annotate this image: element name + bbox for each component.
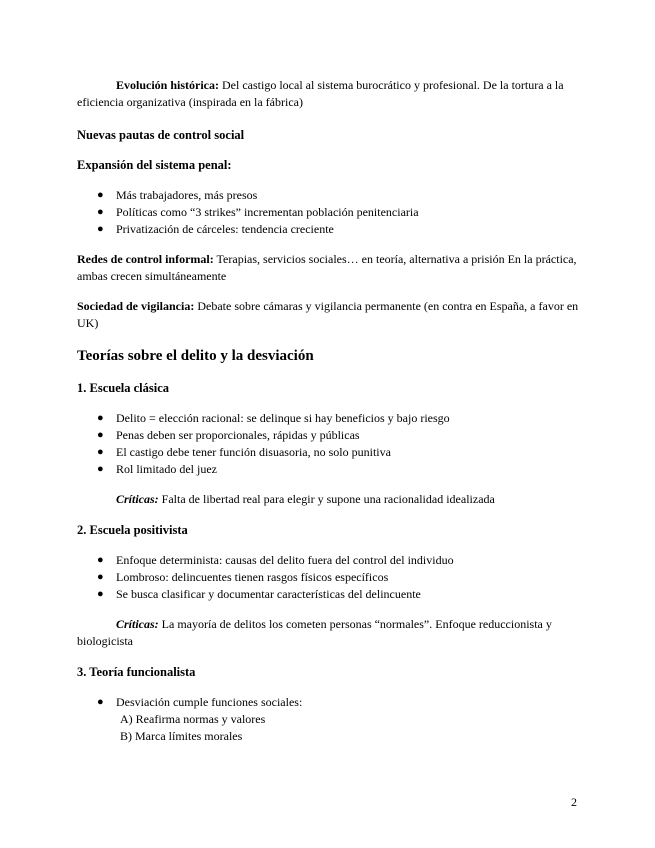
bullet-icon: ● bbox=[97, 206, 104, 218]
redes-label: Redes de control informal: bbox=[77, 252, 214, 266]
list-item: ● Penas deben ser proporcionales, rápidas y públicas bbox=[97, 428, 360, 442]
vigilancia-text: Debate sobre cámaras y vigilancia permanente (en contra en España, a favor en UK) bbox=[77, 299, 579, 330]
list-item: ● Lombroso: delincuentes tienen rasgos físicos específicos bbox=[97, 570, 389, 584]
sub-item-a: A) Reafirma normas y valores bbox=[120, 712, 266, 726]
bullet-icon: ● bbox=[97, 446, 104, 458]
list-item: ● El castigo debe tener función disuasoria, no solo punitiva bbox=[97, 445, 391, 459]
list-item: ● Desviación cumple funciones sociales: A) Reafirma normas y valores B) Marca límites morales bbox=[77, 694, 582, 745]
list-item: ● Más trabajadores, más presos bbox=[97, 188, 258, 202]
heading-escuela-positivista: 2. Escuela positivista bbox=[77, 523, 188, 537]
list-item: ● Rol limitado del juez bbox=[97, 462, 217, 476]
sub-item-b: B) Marca límites morales bbox=[120, 729, 243, 743]
bullet-icon: ● bbox=[97, 588, 104, 600]
bullet-icon: ● bbox=[97, 571, 104, 583]
critica-clasica-label: Críticas: bbox=[116, 492, 159, 506]
bullet-icon: ● bbox=[97, 412, 104, 424]
clasica-list bbox=[77, 410, 582, 478]
funcionalista-list bbox=[77, 694, 582, 745]
paragraph-redes-control bbox=[77, 251, 582, 285]
vigilancia-label: Sociedad de vigilancia: bbox=[77, 299, 195, 313]
bullet-icon: ● bbox=[97, 223, 104, 235]
bullet-icon: ● bbox=[97, 189, 104, 201]
page-number: 2 bbox=[571, 795, 577, 809]
evolucion-label: Evolución histórica: bbox=[116, 78, 220, 92]
bullet-icon: ● bbox=[97, 554, 104, 566]
list-item: ● Delito = elección racional: se delinque si hay beneficios y bajo riesgo bbox=[97, 411, 450, 425]
section-title-teorias: Teorías sobre el delito y la desviación bbox=[77, 348, 314, 364]
critica-clasica-text: Falta de libertad real para elegir y supone una racionalidad idealizada bbox=[158, 492, 495, 506]
redes-text: Terapias, servicios sociales… en teoría, alternativa a prisión En la práctica, ambas crecen simultáneamente bbox=[77, 252, 577, 283]
paragraph-evolucion-historica bbox=[77, 77, 582, 111]
heading-nuevas-pautas: Nuevas pautas de control social bbox=[77, 128, 245, 142]
critica-clasica bbox=[77, 491, 582, 508]
heading-escuela-clasica: 1. Escuela clásica bbox=[77, 381, 170, 395]
heading-expansion: Expansión del sistema penal: bbox=[77, 158, 232, 172]
critica-positivista-label: Críticas: bbox=[116, 617, 159, 631]
bullet-icon: ● bbox=[97, 463, 104, 475]
positivista-list bbox=[77, 552, 582, 603]
list-item: ● Se busca clasificar y documentar características del delincuente bbox=[97, 587, 421, 601]
list-item: ● Enfoque determinista: causas del delito fuera del control del individuo bbox=[97, 553, 454, 567]
evolucion-text: Del castigo local al sistema burocrático y profesional. De la tortura a la eficiencia organizativa (inspirada en la fábrica) bbox=[77, 78, 564, 109]
bullet-icon: ● bbox=[97, 429, 104, 441]
expansion-list bbox=[77, 187, 582, 238]
list-item: ● Privatización de cárceles: tendencia creciente bbox=[97, 222, 334, 236]
critica-positivista-text: La mayoría de delitos los cometen personas “normales”. Enfoque reduccionista y biologicista bbox=[77, 617, 552, 648]
heading-teoria-funcionalista: 3. Teoría funcionalista bbox=[77, 665, 196, 679]
critica-positivista bbox=[77, 616, 582, 650]
bullet-icon: ● bbox=[97, 696, 104, 708]
paragraph-sociedad-vigilancia bbox=[77, 298, 582, 332]
list-item: ● Políticas como “3 strikes” incrementan población penitenciaria bbox=[97, 205, 419, 219]
